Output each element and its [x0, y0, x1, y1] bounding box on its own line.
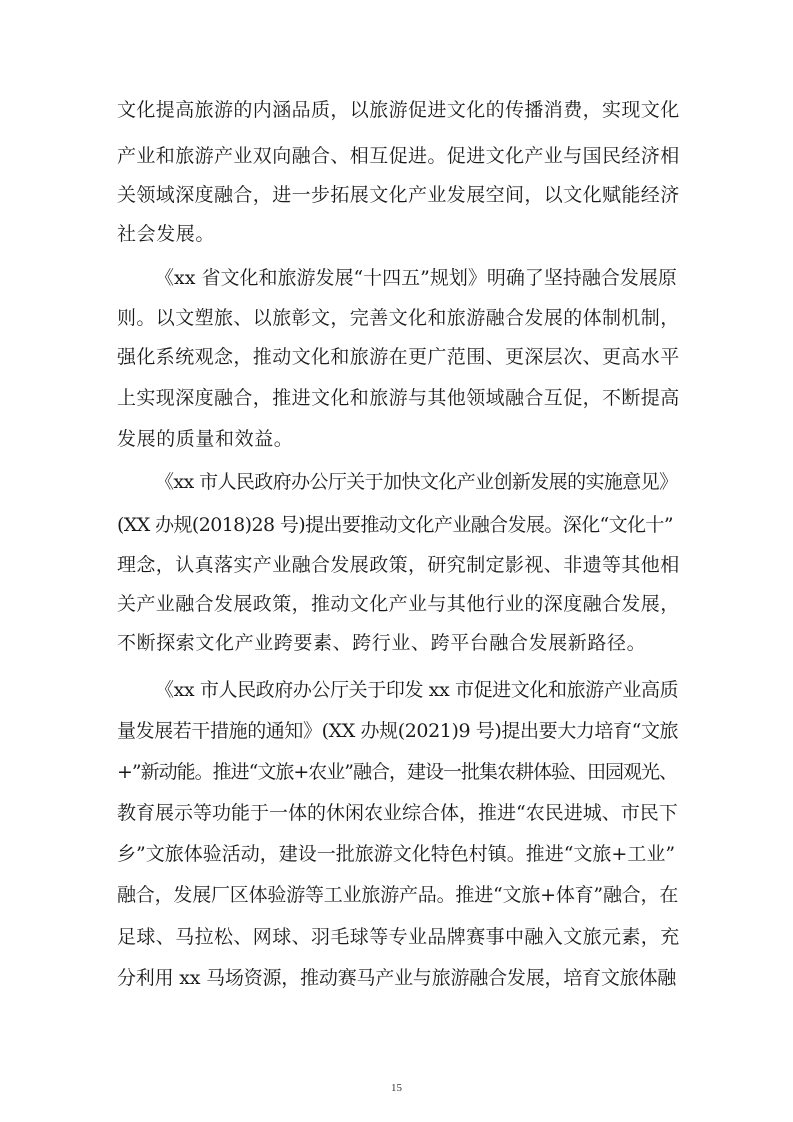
- text-line: 乡”文旅体验活动，建设一批旅游文化特色村镇。推进“文旅+工业”: [117, 843, 676, 865]
- text-line: +”新动能。推进“文旅+农业”融合，建设一批集农耕体验、田园观光、: [117, 761, 677, 783]
- page-number: 15: [391, 1082, 402, 1094]
- text-line: 关产业融合发展政策，推动文化产业与其他行业的深度融合发展，: [117, 593, 680, 615]
- text-line: 不断探索文化产业跨要素、跨行业、跨平台融合发展新路径。: [117, 632, 647, 654]
- text-line: 强化系统观念，推动文化和旅游在更广范围、更深层次、更高水平: [117, 346, 680, 368]
- text-line: 《xx 市人民政府办公厅关于加快文化产业创新发展的实施意见》: [155, 471, 678, 493]
- text-line: 教育展示等功能于一体的休闲农业综合体，推进“农民进城、市民下: [117, 802, 678, 824]
- text-line: 分利用 xx 马场资源，推动赛马产业与旅游融合发展，培育文旅体融: [117, 967, 677, 989]
- text-line: 关领域深度融合，进一步拓展文化产业发展空间，以文化赋能经济: [117, 184, 680, 206]
- text-line: 上实现深度融合，推进文化和旅游与其他领域融合互促，不断提高: [117, 387, 680, 409]
- text-line: 文化提高旅游的内涵品质，以旅游促进文化的传播消费，实现文化: [117, 99, 680, 121]
- text-line: 理念，认真落实产业融合发展政策，研究制定影视、非遗等其他相: [117, 554, 680, 576]
- text-line: 量发展若干措施的通知》(XX 办规(2021)9 号)提出要大力培育“文旅: [117, 720, 679, 742]
- text-line: 产业和旅游产业双向融合、相互促进。促进文化产业与国民经济相: [117, 145, 680, 167]
- text-line: 《xx 市人民政府办公厅关于印发 xx 市促进文化和旅游产业高质: [155, 679, 679, 701]
- text-line: 《xx 省文化和旅游发展“十四五”规划》明确了坚持融合发展原: [155, 267, 677, 289]
- text-line: (XX 办规(2018)28 号)提出要推动文化产业融合发展。深化“文化十”: [117, 514, 673, 536]
- text-line: 社会发展。: [117, 223, 216, 245]
- text-line: 发展的质量和效益。: [117, 428, 294, 450]
- text-line: 融合，发展厂区体验游等工业旅游产品。推进“文旅+体育”融合，在: [117, 884, 679, 906]
- text-line: 足球、马拉松、网球、羽毛球等专业品牌赛事中融入文旅元素，充: [117, 926, 680, 948]
- text-line: 则。以文塑旅、以旅彰文，完善文化和旅游融合发展的体制机制，: [117, 307, 680, 329]
